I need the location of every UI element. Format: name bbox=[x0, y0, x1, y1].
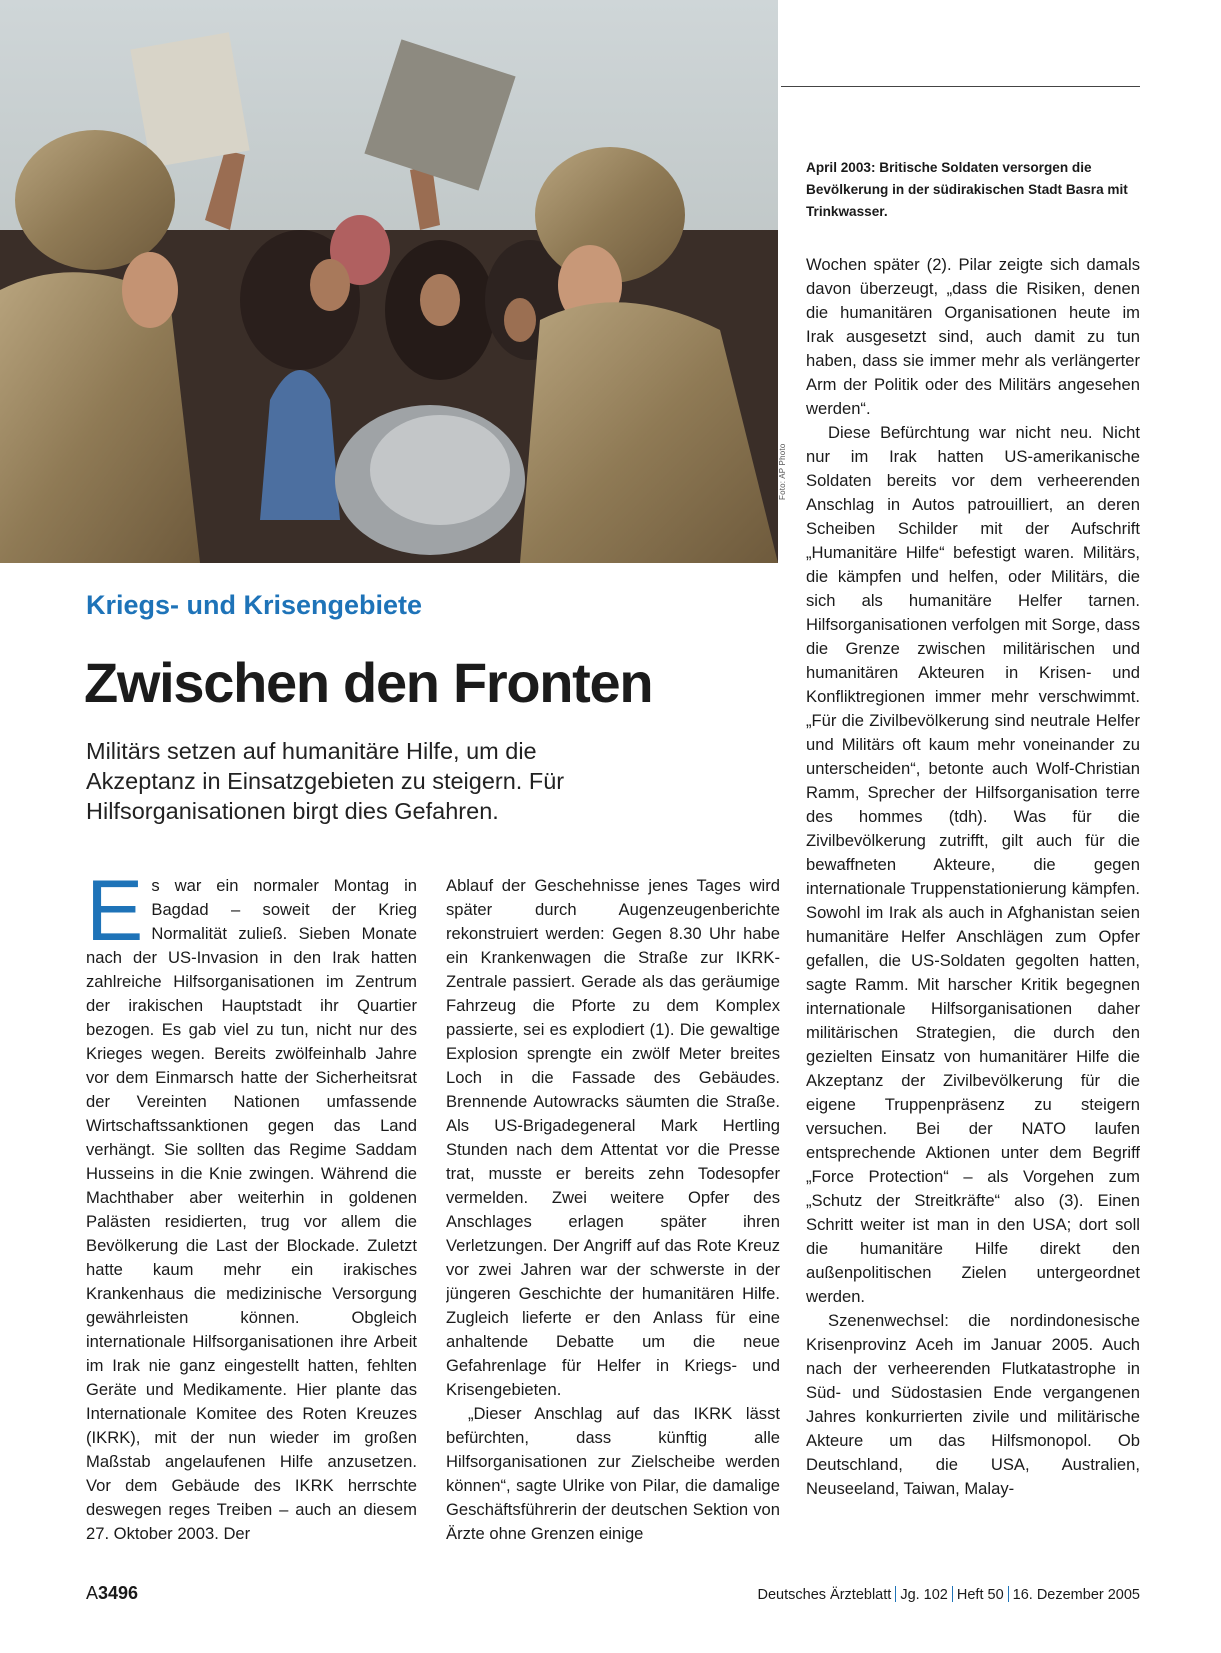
body-column-3 bbox=[806, 253, 1140, 1573]
page-number bbox=[86, 1583, 138, 1604]
journal-footer bbox=[758, 1586, 1140, 1603]
caption-rule bbox=[781, 86, 1140, 87]
journal-volume: Jg. 102 bbox=[900, 1587, 948, 1603]
photo-caption: April 2003: Britische Soldaten versorgen die Bevölkerung in der südirakischen Stadt Basra mit Trinkwasser. bbox=[806, 160, 1128, 219]
footer-separator bbox=[1008, 1586, 1009, 1602]
paragraph: Diese Befürchtung war nicht neu. Nicht nur im Irak hatten US-amerikanische Soldaten bereits vor dem verheerenden Anschlag in Autos patrouilliert, an deren Scheiben Schilder mit der Aufschrift „Humanitäre Hilfe“ befestigt waren. Militärs, die kämpfen und helfen, oder Militärs, die sich als humanitäre Helfer tarnen. Hilfsorganisationen verfolgen mit Sorge, dass die Grenze zwischen militärischen und humanitären Akteuren in Krisen- und Konfliktregionen immer mehr verschwimmt. „Für die Zivilbevölkerung sind neutrale Helfer und Militärs oft kaum mehr voneinander zu unterscheiden“, betonte auch Wolf-Christian Ramm, Sprecher der Hilfsorganisation terre des hommes (tdh). Was für die Zivilbevölkerung zutrifft, gilt auch für die bewaffneten Akteure, die gegen internationale Truppenstationierung kämpfen. Sowohl im Irak als auch in Afghanistan seien humanitäre Helfer Anschlägen zum Opfer gefallen, die US-Soldaten gegolten hatten, sagte Ramm. Mit harscher Kritik begegnen internationale Hilfsorganisationen daher militärischen Strategien, die durch den gezielten Einsatz von humanitärer Hilfe die Akzeptanz der Zivilbevölkerung für die eigene Truppenpräsenz zu steigern versuchen. Bei der NATO laufen entsprechende Aktionen unter dem Begriff „Force Protection“ – als Vorgehen zum „Schutz der Streitkräfte“ also (3). Einen Schritt weiter ist man in den USA; dort soll die humanitäre Hilfe direkt den außenpolitischen Zielen untergeordnet werden. bbox=[806, 423, 1140, 1306]
journal-name: Deutsches Ärzteblatt bbox=[757, 1587, 892, 1603]
photo-credit: Foto: AP Photo bbox=[778, 443, 787, 500]
paragraph bbox=[86, 874, 417, 1546]
drop-cap: E bbox=[86, 874, 144, 959]
article-photo bbox=[0, 0, 778, 563]
footer-separator bbox=[895, 1586, 896, 1602]
paragraph: Wochen später (2). Pilar zeigte sich damals davon überzeugt, „dass die Risiken, denen die humanitären Organisationen heute im Irak ausgesetzt sind, auch damit zu tun haben, dass sie immer mehr als verlängerter Arm der Politik oder des Militärs angesehen werden“. bbox=[806, 255, 1140, 418]
page-number-value: 3496 bbox=[98, 1583, 139, 1603]
paragraph: „Dieser Anschlag auf das IKRK lässt befürchten, dass künftig alle Hilfsorganisationen zur Zielscheibe werden können“, sagte Ulrike von Pilar, die damalige Geschäftsführerin der deutschen Sektion von Ärzte ohne Grenzen einige bbox=[446, 1404, 780, 1543]
page-prefix: A bbox=[86, 1583, 99, 1603]
footer-separator bbox=[952, 1586, 953, 1602]
article-headline: Zwischen den Fronten bbox=[84, 651, 653, 714]
journal-issue: Heft 50 bbox=[956, 1587, 1004, 1603]
body-column-2 bbox=[446, 874, 780, 1570]
section-kicker: Kriegs- und Krisengebiete bbox=[86, 590, 423, 620]
photo-illustration bbox=[0, 0, 778, 563]
paragraph: Szenenwechsel: die nordindonesische Krisenprovinz Aceh im Januar 2005. Auch nach der verheerenden Flutkatastrophe in Süd- und Südostasien Ende vergangenen Jahres konkurrierten zivile und militärische Akteure um das Hilfsmonopol. Ob Deutschland, die USA, Australien, Neuseeland, Taiwan, Malay- bbox=[806, 1311, 1140, 1498]
body-column-1 bbox=[86, 874, 417, 1570]
paragraph-text: s war ein normaler Montag in Bagdad – soweit der Krieg Normalität zuließ. Sieben Monate nach der US-Invasion in den Irak hatten zahlreiche Hilfsorganisationen im Zentrum der irakischen Hauptstadt ihr Quartier bezogen. Es gab viel zu tun, nicht nur des Krieges wegen. Bereits zwölfeinhalb Jahre vor dem Einmarsch hatte der Sicherheitsrat der Vereinten Nationen umfassende Wirtschaftssanktionen gegen das Land verhängt. Sie sollten das Regime Saddam Husseins in die Knie zwingen. Während die Machthaber aber weiterhin in goldenen Palästen residierten, trug vor allem die Bevölkerung die Last der Blockade. Zuletzt hatte kaum mehr ein irakisches Krankenhaus die medizinische Versorgung gewährleisten können. Obgleich internationale Hilfsorganisationen ihre Arbeit im Irak nie ganz eingestellt hatten, fehlten Geräte und Medikamente. Hier plante das Internationale Komitee des Roten Kreuzes (IKRK), mit der nun wieder im großen Maßstab angelaufenen Hilfe anzusetzen. Vor dem Gebäude des IKRK herrschte deswegen reges Treiben – auch an diesem 27. Oktober 2003. Der bbox=[86, 876, 417, 1543]
paragraph: Ablauf der Geschehnisse jenes Tages wird später durch Augenzeugenberichte rekonstruiert werden: Gegen 8.30 Uhr habe ein Krankenwagen die Straße zur IKRK-Zentrale passiert. Gerade als das geräumige Fahrzeug die Pforte zu dem Komplex passierte, sei es explodiert (1). Die gewaltige Explosion sprengte ein zwölf Meter breites Loch in die Fassade des Gebäudes. Brennende Autowracks säumten die Straße. Als US-Brigadegeneral Mark Hertling Stunden nach dem Attentat vor die Presse trat, musste er bereits zehn Todesopfer vermelden. Zwei weitere Opfer des Anschlages erlagen später ihren Verletzungen. Der Angriff auf das Rote Kreuz vor zwei Jahren war der schwerste in der jüngeren Geschichte der humanitären Hilfe. Zugleich lieferte er den Anlass für eine anhaltende Debatte um die neue Gefahrenlage für Helfer in Kriegs- und Krisengebieten. bbox=[446, 876, 780, 1399]
article-deck: Militärs setzen auf humanitäre Hilfe, um die Akzeptanz in Einsatzgebieten zu steigern. Für Hilfsorganisationen birgt dies Gefahren. bbox=[86, 738, 565, 824]
journal-date: 16. Dezember 2005 bbox=[1012, 1587, 1140, 1603]
